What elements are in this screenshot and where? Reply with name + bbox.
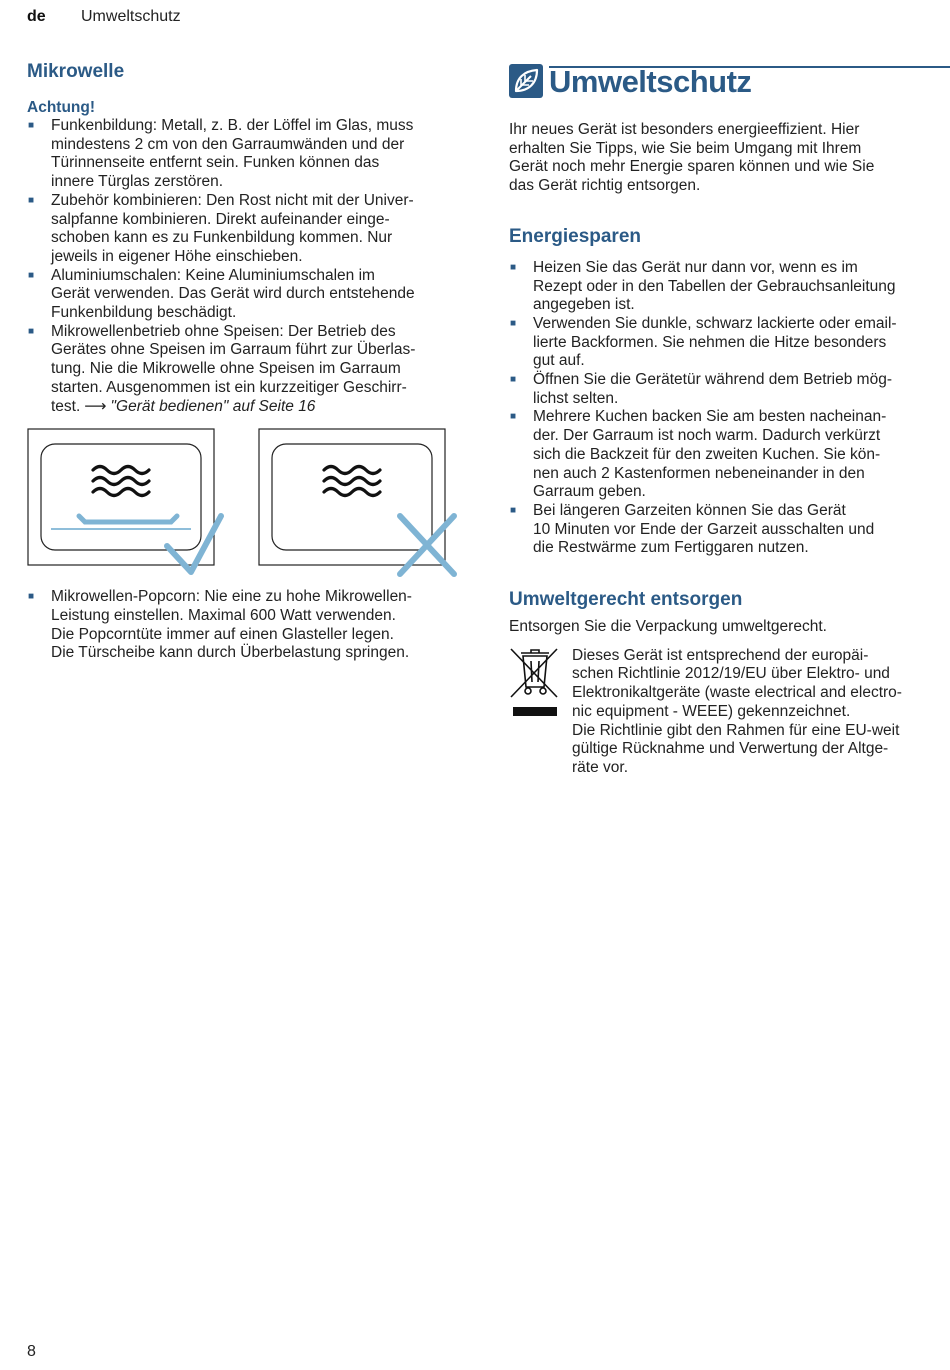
leaf-icon xyxy=(509,64,543,98)
arrow-icon: ⟶ xyxy=(84,397,107,415)
list-item: ■ Öffnen Sie die Gerätetür während dem Betrieb mög- lichst selten. xyxy=(510,371,892,407)
list-item: ■ Mehrere Kuchen backen Sie am besten nacheinan- der. Der Garraum ist noch warm. Dadurch verkürzt sich die Backzeit für den zweiten Kuchen. Sie kön- nen auch 2 Kastenformen nebeneinander in den Garraum geben. xyxy=(510,408,887,501)
energy-tips-list xyxy=(509,259,945,558)
bullet-icon: ■ xyxy=(28,194,35,206)
bullet-icon: ■ xyxy=(28,325,35,337)
bullet-icon: ■ xyxy=(510,261,517,273)
chapter-title-row xyxy=(509,60,945,104)
language-code: de xyxy=(27,8,46,25)
section-heading-entsorgen: Umweltgerecht entsorgen xyxy=(509,589,743,611)
list-item: ■ Heizen Sie das Gerät nur dann vor, wenn es im Rezept oder in den Tabellen der Gebrauchsanleitung angegeben ist. xyxy=(510,258,896,314)
list-item: ■ Bei längeren Garzeiten können Sie das Gerät 10 Minuten vor Ende der Garzeit ausschalten und die Restwärme zum Fertiggaren nutzen. xyxy=(510,501,875,557)
left-column xyxy=(27,60,467,663)
bullet-icon: ■ xyxy=(510,374,517,386)
list-item: ■ Aluminiumschalen: Keine Aluminiumschalen im Gerät verwenden. Das Gerät wird durch entstehende Funkenbildung beschädigt. xyxy=(28,266,415,322)
running-header-section: Umweltschutz xyxy=(81,8,181,25)
popcorn-list xyxy=(27,588,467,663)
bullet-icon: ■ xyxy=(28,120,35,131)
section-heading-energiesparen: Energiesparen xyxy=(509,225,641,247)
list-item: ■ Mikrowellen-Popcorn: Nie eine zu hohe Mikrowellen- Leistung einstellen. Maximal 600 Watt verwenden. Die Popcorntüte immer auf einen Glasteller legen. Die Türscheibe kann durch Überbelastung springen. xyxy=(28,588,412,662)
bullet-icon: ■ xyxy=(510,411,517,423)
list-item: ■ Zubehör kombinieren: Den Rost nicht mit der Univer- salpfanne kombinieren. Direkt aufeinander einge- schoben kann es zu Funkenbildung kommen. Nur jeweils in eigener Höhe einschieben. xyxy=(28,191,414,265)
list-item: ■ Mikrowellenbetrieb ohne Speisen: Der Betrieb des Gerätes ohne Speisen im Garraum führt zur Überlas- tung. Nie die Mikrowelle ohne Speisen im Garraum starten. Ausgenommen ist ein kurzzeitiger Geschirr- test. ⟶ "Gerät bedienen" auf Seite 16 xyxy=(28,322,416,415)
bullet-icon: ■ xyxy=(28,269,35,281)
microwave-figures xyxy=(27,428,467,578)
chapter-title: Umweltschutz xyxy=(549,64,752,99)
section-heading-mikrowelle: Mikrowelle xyxy=(27,61,125,82)
warning-list xyxy=(27,117,467,416)
weee-block xyxy=(509,647,945,777)
bullet-icon: ■ xyxy=(510,317,517,329)
list-item: ■ Funkenbildung: Metall, z. B. der Löffel im Glas, muss mindestens 2 cm von den Garraumwänden und der Türinnenseite entfernt sein. Funken können das innere Türglas zerstören. xyxy=(28,117,414,191)
right-column xyxy=(509,60,945,777)
list-item: ■ Verwenden Sie dunkle, schwarz lackierte oder email- lierte Backformen. Sie nehmen die Hitze besonders gut auf. xyxy=(510,314,897,370)
dispose-paragraph: Entsorgen Sie die Verpackung umweltgerecht. xyxy=(509,618,827,636)
page-reference-link[interactable]: "Gerät bedienen" auf Seite 16 xyxy=(110,397,316,415)
page-number: 8 xyxy=(27,1343,36,1360)
intro-paragraph: Ihr neues Gerät ist besonders energieeffizient. Hier erhalten Sie Tipps, wie Sie beim Umgang mit Ihrem Gerät noch mehr Energie sparen können und wie Sie das Gerät richtig entsorgen. xyxy=(509,121,875,195)
bullet-icon: ■ xyxy=(510,504,517,516)
warning-label: Achtung! xyxy=(27,99,96,116)
weee-text: Dieses Gerät ist entsprechend der europäi- schen Richtlinie 2012/19/EU über Elektro- und Elektronikaltgeräte (waste electrical and electro- nic equipment - WEEE) gekennzeichnet. Die Richtlinie gibt den Rahmen für eine EU-weit gültige Rücknahme und Verwertung der Altge- räte vor. xyxy=(572,646,902,776)
bullet-icon: ■ xyxy=(28,591,35,603)
microwave-wrong-figure xyxy=(258,428,468,578)
crossed-out-wheelie-bin-icon xyxy=(509,647,561,719)
microwave-correct-figure xyxy=(27,428,227,578)
